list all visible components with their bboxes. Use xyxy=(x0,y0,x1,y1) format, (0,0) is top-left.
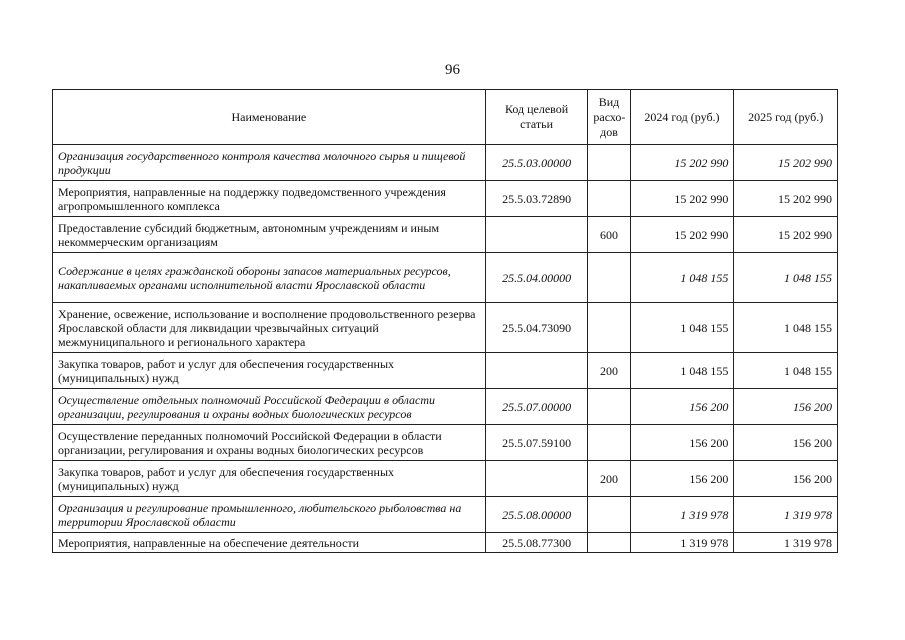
row-expense-type-cell xyxy=(588,181,630,217)
table-row xyxy=(53,497,838,533)
row-expense-type-cell: 600 xyxy=(588,217,630,253)
row-2024-cell: 1 048 155 xyxy=(630,353,734,389)
row-code-cell xyxy=(485,217,588,253)
row-2024-cell: 15 202 990 xyxy=(630,181,734,217)
row-expense-type-cell xyxy=(588,497,630,533)
row-expense-type-cell xyxy=(588,303,630,353)
budget-table xyxy=(52,89,838,553)
row-2025-cell: 1 048 155 xyxy=(734,253,838,303)
row-expense-type-cell xyxy=(588,425,630,461)
header-code: Код целевой статьи xyxy=(485,90,588,145)
row-2025-cell: 156 200 xyxy=(734,425,838,461)
row-2025-cell: 1 048 155 xyxy=(734,353,838,389)
row-expense-type-cell: 200 xyxy=(588,461,630,497)
row-2025-cell: 156 200 xyxy=(734,389,838,425)
header-2025: 2025 год (руб.) xyxy=(734,90,838,145)
page-number: 96 xyxy=(445,62,460,78)
table-body xyxy=(53,145,838,553)
row-name-cell: Осуществление переданных полномочий Российской Федерации в области организации, регулирования и охраны водных биологических ресурсов xyxy=(53,425,486,461)
row-name-cell: Мероприятия, направленные на обеспечение деятельности xyxy=(53,533,486,553)
row-2025-cell: 156 200 xyxy=(734,461,838,497)
row-2025-cell: 1 319 978 xyxy=(734,497,838,533)
row-code-cell: 25.5.03.00000 xyxy=(485,145,588,181)
row-2024-cell: 1 319 978 xyxy=(630,497,734,533)
row-2025-cell: 15 202 990 xyxy=(734,217,838,253)
row-name-cell: Организация государственного контроля качества молочного сырья и пищевой продукции xyxy=(53,145,486,181)
row-code-cell: 25.5.04.73090 xyxy=(485,303,588,353)
row-expense-type-cell xyxy=(588,253,630,303)
row-2025-cell: 15 202 990 xyxy=(734,145,838,181)
row-name-cell: Осуществление отдельных полномочий Российской Федерации в области организации, регулирования и охраны водных биологических ресурсов xyxy=(53,389,486,425)
row-code-cell xyxy=(485,461,588,497)
row-code-cell: 25.5.07.59100 xyxy=(485,425,588,461)
row-code-cell: 25.5.07.00000 xyxy=(485,389,588,425)
header-name: Наименование xyxy=(53,90,486,145)
table-row xyxy=(53,181,838,217)
row-2025-cell: 1 048 155 xyxy=(734,303,838,353)
row-code-cell: 25.5.08.77300 xyxy=(485,533,588,553)
row-expense-type-cell: 200 xyxy=(588,353,630,389)
row-2024-cell: 1 048 155 xyxy=(630,303,734,353)
table-row xyxy=(53,303,838,353)
row-name-cell: Мероприятия, направленные на поддержку подведомственного учреждения агропромышленного комплекса xyxy=(53,181,486,217)
table-row xyxy=(53,425,838,461)
row-expense-type-cell xyxy=(588,145,630,181)
row-name-cell: Предоставление субсидий бюджетным, автономным учреждениям и иным некоммерческим организациям xyxy=(53,217,486,253)
table-row xyxy=(53,253,838,303)
row-2025-cell: 15 202 990 xyxy=(734,181,838,217)
row-name-cell: Закупка товаров, работ и услуг для обеспечения государственных (муниципальных) нужд xyxy=(53,461,486,497)
row-name-cell: Организация и регулирование промышленного, любительского рыболовства на территории Ярославской области xyxy=(53,497,486,533)
header-2024: 2024 год (руб.) xyxy=(630,90,734,145)
table-row xyxy=(53,217,838,253)
table-header-row xyxy=(53,90,838,145)
row-code-cell: 25.5.08.00000 xyxy=(485,497,588,533)
table-row xyxy=(53,389,838,425)
row-2025-cell: 1 319 978 xyxy=(734,533,838,553)
row-2024-cell: 156 200 xyxy=(630,389,734,425)
row-code-cell: 25.5.03.72890 xyxy=(485,181,588,217)
row-name-cell: Содержание в целях гражданской обороны запасов материальных ресурсов, накапливаемых органами исполнительной власти Ярославской области xyxy=(53,253,486,303)
row-code-cell xyxy=(485,353,588,389)
row-2024-cell: 156 200 xyxy=(630,461,734,497)
row-2024-cell: 1 048 155 xyxy=(630,253,734,303)
row-expense-type-cell xyxy=(588,389,630,425)
row-2024-cell: 156 200 xyxy=(630,425,734,461)
row-2024-cell: 1 319 978 xyxy=(630,533,734,553)
row-2024-cell: 15 202 990 xyxy=(630,145,734,181)
table-row xyxy=(53,533,838,553)
row-name-cell: Хранение, освежение, использование и восполнение продовольственного резерва Ярославской области для ликвидации чрезвычайных ситуаций межмуниципального и регионального характера xyxy=(53,303,486,353)
row-expense-type-cell xyxy=(588,533,630,553)
table-row xyxy=(53,353,838,389)
row-name-cell: Закупка товаров, работ и услуг для обеспечения государственных (муниципальных) нужд xyxy=(53,353,486,389)
row-code-cell: 25.5.04.00000 xyxy=(485,253,588,303)
header-expense-type: Вид расхо-дов xyxy=(588,90,630,145)
table-row xyxy=(53,461,838,497)
table-row xyxy=(53,145,838,181)
row-2024-cell: 15 202 990 xyxy=(630,217,734,253)
